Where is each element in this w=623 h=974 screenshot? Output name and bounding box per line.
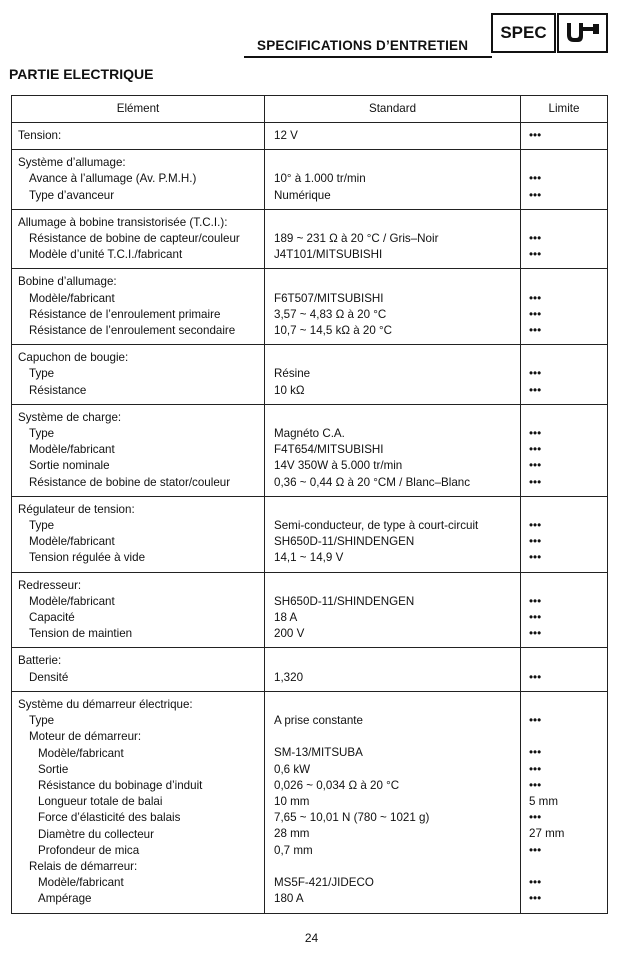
table-row xyxy=(12,209,608,269)
element-line: Moteur de démarreur: xyxy=(29,730,142,744)
standard-line: SH650D-11/SHINDENGEN xyxy=(274,594,415,608)
limit-line xyxy=(521,155,607,171)
table-row xyxy=(12,345,608,405)
standard-line: MS5F-421/JIDECO xyxy=(274,876,374,890)
page-header-title: SPECIFICATIONS D’ENTRETIEN xyxy=(257,38,469,53)
element-line: Force d’élasticité des balais xyxy=(38,811,181,825)
standard-line: 3,57 ~ 4,83 Ω à 20 °C xyxy=(274,307,387,321)
element-line: Type xyxy=(29,367,55,381)
header-rule xyxy=(244,56,492,58)
standard-cell xyxy=(265,269,521,345)
table-row xyxy=(12,123,608,150)
element-line: Bobine d’allumage: xyxy=(18,275,117,289)
standard-line: 10 kΩ xyxy=(274,383,305,397)
standard-line: 200 V xyxy=(274,627,305,641)
limit-line: ••• xyxy=(529,627,542,641)
limit-line xyxy=(521,502,607,518)
standard-line: Numérique xyxy=(274,188,331,202)
element-cell xyxy=(12,572,265,648)
standard-line xyxy=(265,697,520,713)
standard-line xyxy=(265,653,520,669)
standard-line xyxy=(265,502,520,518)
limit-line: ••• xyxy=(529,811,542,825)
standard-line: 12 V xyxy=(274,129,298,142)
element-cell xyxy=(12,496,265,572)
limit-line: ••• xyxy=(529,172,542,186)
limit-cell xyxy=(521,150,608,210)
standard-line: 10,7 ~ 14,5 kΩ à 20 °C xyxy=(274,324,393,338)
limit-line: ••• xyxy=(529,551,542,565)
element-line: Modèle/fabricant xyxy=(29,291,115,305)
limit-line: ••• xyxy=(529,129,542,142)
limit-cell xyxy=(521,404,608,496)
element-cell xyxy=(12,123,265,150)
element-line: Type xyxy=(29,519,55,533)
element-cell xyxy=(12,269,265,345)
standard-line: SM-13/MITSUBA xyxy=(274,746,363,760)
standard-cell xyxy=(265,123,521,150)
element-line: Longueur totale de balai xyxy=(38,795,163,809)
element-line: Redresseur: xyxy=(18,578,82,592)
element-line: Modèle/fabricant xyxy=(29,594,115,608)
element-line: Ampérage xyxy=(38,892,92,906)
standard-line xyxy=(265,729,520,745)
element-line: Capacité xyxy=(29,611,75,625)
element-line: Résistance de bobine de capteur/couleur xyxy=(29,232,240,246)
limit-line: ••• xyxy=(529,443,542,457)
element-line: Relais de démarreur: xyxy=(29,859,138,873)
standard-line xyxy=(265,350,520,366)
table-header-row xyxy=(12,96,608,123)
standard-line xyxy=(265,155,520,171)
limit-cell xyxy=(521,572,608,648)
limit-line: ••• xyxy=(529,427,542,441)
element-line: Système de charge: xyxy=(18,410,122,424)
standard-line: 0,6 kW xyxy=(274,762,311,776)
table-row xyxy=(12,496,608,572)
section-title: PARTIE ELECTRIQUE xyxy=(9,66,154,82)
limit-line: ••• xyxy=(529,762,542,776)
limit-line: ••• xyxy=(529,307,542,321)
table-row xyxy=(12,648,608,691)
element-line: Modèle d’unité T.C.I./fabricant xyxy=(29,248,183,262)
element-line: Densité xyxy=(29,670,69,684)
standard-line: 18 A xyxy=(274,611,298,625)
limit-cell xyxy=(521,691,608,913)
limit-cell xyxy=(521,123,608,150)
element-line: Avance à l’allumage (Av. P.M.H.) xyxy=(29,172,197,186)
standard-cell xyxy=(265,648,521,691)
element-line: Batterie: xyxy=(18,654,62,668)
standard-cell xyxy=(265,209,521,269)
element-line: Tension: xyxy=(18,129,62,142)
electrical-spec-table xyxy=(11,95,608,914)
element-line: Résistance de l’enroulement primaire xyxy=(29,307,221,321)
standard-cell xyxy=(265,572,521,648)
limit-line: 27 mm xyxy=(529,827,565,841)
limit-line: ••• xyxy=(529,892,542,906)
element-cell xyxy=(12,691,265,913)
standard-line: 14V 350W à 5.000 tr/min xyxy=(274,459,403,473)
element-line: Type xyxy=(29,427,55,441)
element-cell xyxy=(12,345,265,405)
limit-line xyxy=(521,729,607,745)
column-header-element: Elément xyxy=(12,96,265,123)
element-line: Allumage à bobine transistorisée (T.C.I.): xyxy=(18,215,228,229)
standard-line xyxy=(265,859,520,875)
element-cell xyxy=(12,209,265,269)
spanner-icon xyxy=(563,20,603,46)
standard-line: Semi-conducteur, de type à court-circuit xyxy=(274,519,479,533)
table-row xyxy=(12,269,608,345)
limit-line: ••• xyxy=(529,291,542,305)
spanner-icon-box xyxy=(557,13,608,53)
element-line: Profondeur de mica xyxy=(38,843,140,857)
standard-cell xyxy=(265,404,521,496)
standard-line: SH650D-11/SHINDENGEN xyxy=(274,535,415,549)
limit-line: ••• xyxy=(529,459,542,473)
limit-line xyxy=(521,410,607,426)
limit-cell xyxy=(521,209,608,269)
standard-line: F4T654/MITSUBISHI xyxy=(274,443,384,457)
standard-line: A prise constante xyxy=(274,714,363,728)
element-line: Modèle/fabricant xyxy=(29,443,115,457)
page-number: 24 xyxy=(304,931,319,945)
limit-line: 5 mm xyxy=(529,795,558,809)
limit-cell xyxy=(521,269,608,345)
limit-line: ••• xyxy=(529,714,542,728)
spec-badge: SPEC xyxy=(491,13,556,53)
standard-line: 1,320 xyxy=(274,670,304,684)
element-line: Tension régulée à vide xyxy=(29,551,146,565)
limit-line: ••• xyxy=(529,324,542,338)
standard-line: J4T101/MITSUBISHI xyxy=(274,248,383,262)
limit-line: ••• xyxy=(529,611,542,625)
element-line: Système du démarreur électrique: xyxy=(18,697,193,711)
limit-line xyxy=(521,697,607,713)
limit-line: ••• xyxy=(529,367,542,381)
element-line: Résistance xyxy=(29,383,87,397)
standard-line: 0,7 mm xyxy=(274,843,313,857)
element-line: Diamètre du collecteur xyxy=(38,827,154,841)
standard-line: F6T507/MITSUBISHI xyxy=(274,291,384,305)
element-line: Sortie xyxy=(38,762,69,776)
limit-line: ••• xyxy=(529,188,542,202)
element-line: Tension de maintien xyxy=(29,627,133,641)
limit-line: ••• xyxy=(529,778,542,792)
element-line: Modèle/fabricant xyxy=(29,535,115,549)
element-cell xyxy=(12,648,265,691)
standard-line: 28 mm xyxy=(274,827,310,841)
element-line: Résistance de bobine de stator/couleur xyxy=(29,475,231,489)
standard-line: 10° à 1.000 tr/min xyxy=(274,172,366,186)
limit-line: ••• xyxy=(529,248,542,262)
limit-cell xyxy=(521,496,608,572)
standard-line: Résine xyxy=(274,367,311,381)
standard-cell xyxy=(265,150,521,210)
limit-line: ••• xyxy=(529,475,542,489)
standard-cell xyxy=(265,691,521,913)
standard-line: 0,026 ~ 0,034 Ω à 20 °C xyxy=(274,778,400,792)
standard-line: 180 A xyxy=(274,892,304,906)
standard-line xyxy=(265,215,520,231)
limit-line xyxy=(521,653,607,669)
element-line: Résistance de l’enroulement secondaire xyxy=(29,324,236,338)
element-line: Système d’allumage: xyxy=(18,156,126,170)
element-line: Type d’avanceur xyxy=(29,188,115,202)
standard-cell xyxy=(265,345,521,405)
standard-cell xyxy=(265,496,521,572)
table-row xyxy=(12,404,608,496)
standard-line: 0,36 ~ 0,44 Ω à 20 °CM / Blanc–Blanc xyxy=(274,475,471,489)
limit-line: ••• xyxy=(529,746,542,760)
element-line: Régulateur de tension: xyxy=(18,502,135,516)
standard-line xyxy=(265,274,520,290)
limit-line: ••• xyxy=(529,383,542,397)
limit-line xyxy=(521,578,607,594)
column-header-standard: Standard xyxy=(265,96,521,123)
limit-cell xyxy=(521,648,608,691)
limit-line: ••• xyxy=(529,594,542,608)
limit-line xyxy=(521,350,607,366)
standard-line xyxy=(265,578,520,594)
table-row xyxy=(12,150,608,210)
element-cell xyxy=(12,150,265,210)
standard-line: 14,1 ~ 14,9 V xyxy=(274,551,344,565)
limit-line: ••• xyxy=(529,670,542,684)
limit-line xyxy=(521,274,607,290)
limit-line: ••• xyxy=(529,876,542,890)
table-row xyxy=(12,572,608,648)
element-line: Type xyxy=(29,714,55,728)
limit-line: ••• xyxy=(529,535,542,549)
column-header-limit: Limite xyxy=(521,96,608,123)
limit-line: ••• xyxy=(529,232,542,245)
standard-line: 7,65 ~ 10,01 N (780 ~ 1021 g) xyxy=(274,811,430,825)
element-cell xyxy=(12,404,265,496)
limit-line: ••• xyxy=(529,843,542,857)
element-line: Sortie nominale xyxy=(29,459,110,473)
element-line: Capuchon de bougie: xyxy=(18,351,129,365)
limit-line xyxy=(521,215,607,231)
limit-line: ••• xyxy=(529,519,542,533)
standard-line xyxy=(265,410,520,426)
element-line: Résistance du bobinage d’induit xyxy=(38,778,203,792)
element-line: Modèle/fabricant xyxy=(38,876,124,890)
limit-cell xyxy=(521,345,608,405)
standard-line: Magnéto C.A. xyxy=(274,427,345,441)
table-row xyxy=(12,691,608,913)
limit-line xyxy=(521,859,607,875)
element-line: Modèle/fabricant xyxy=(38,746,124,760)
standard-line: 189 ~ 231 Ω à 20 °C / Gris–Noir xyxy=(274,232,439,245)
standard-line: 10 mm xyxy=(274,795,310,809)
